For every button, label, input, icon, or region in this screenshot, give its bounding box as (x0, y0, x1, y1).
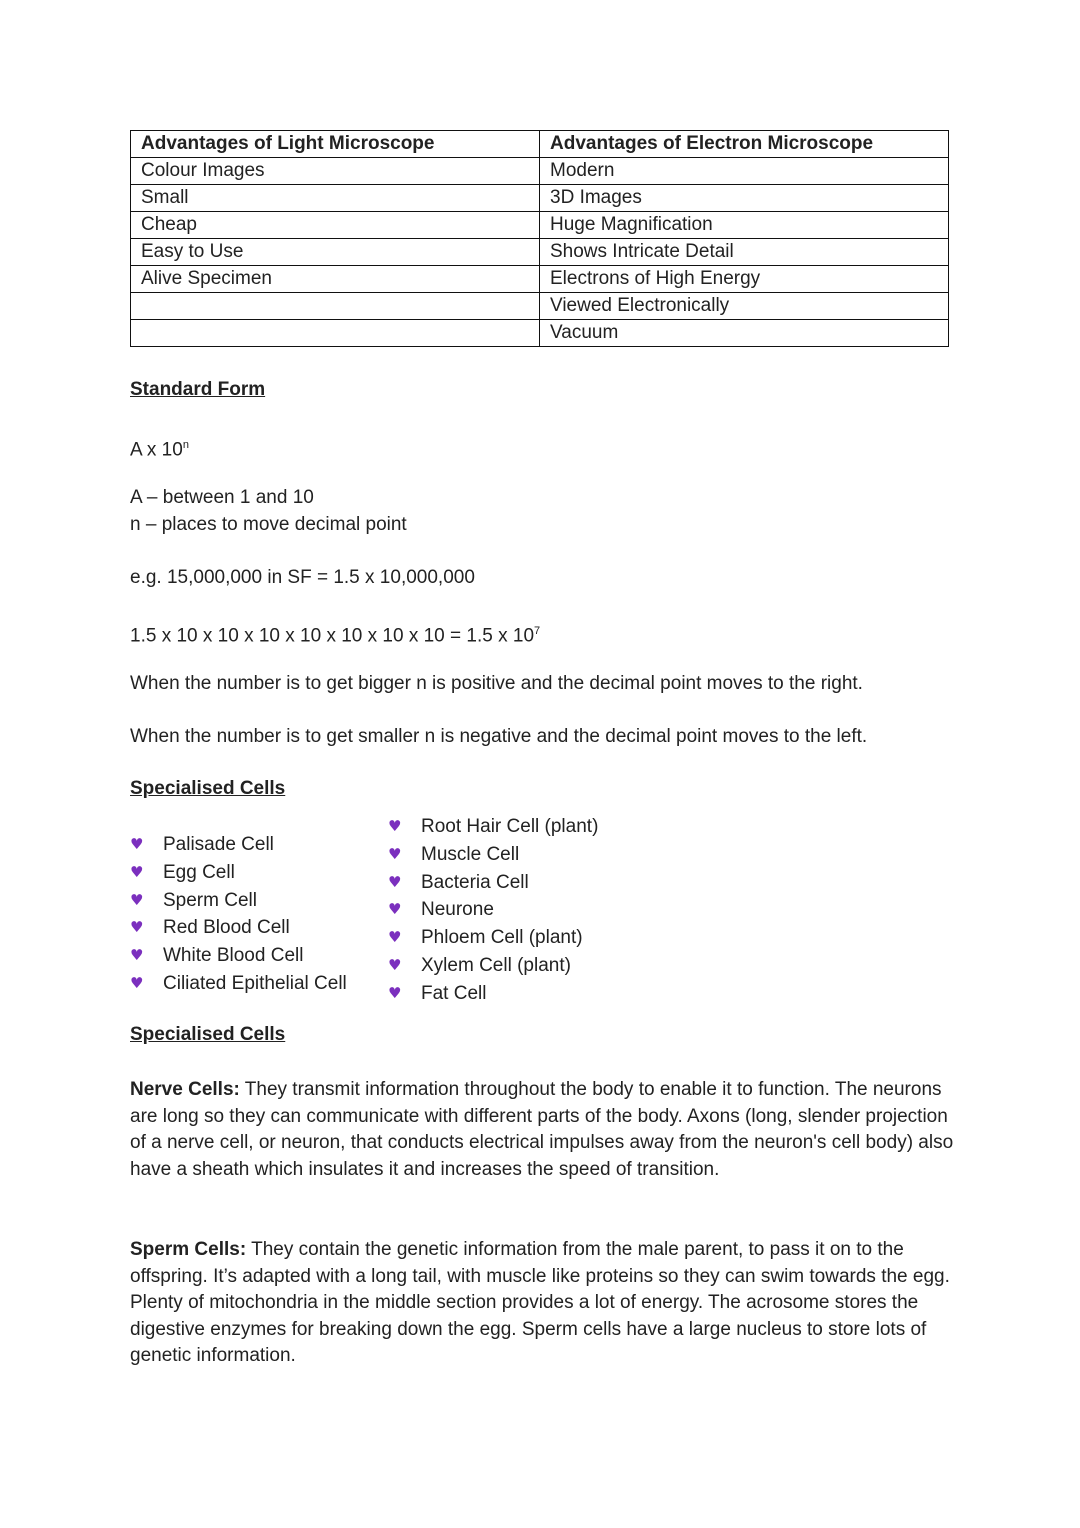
light-cell: Easy to Use (131, 239, 540, 266)
list-item: ♥ Palisade Cell (130, 831, 347, 859)
rule-bigger: When the number is to get bigger n is positive and the decimal point moves to the right. (130, 673, 863, 694)
table-row (131, 185, 949, 212)
heart-icon: ♥ (130, 835, 144, 853)
heart-icon: ♥ (130, 918, 144, 937)
light-cell: Alive Specimen (131, 266, 540, 293)
electron-cell: Viewed Electronically (540, 293, 949, 320)
light-cell: Colour Images (131, 158, 540, 185)
light-cell (131, 320, 540, 347)
formula-base: A x 10 (130, 439, 183, 461)
expansion-base: 1.5 x 10 x 10 x 10 x 10 x 10 x 10 x 10 = 1.5 x 10 (130, 625, 535, 647)
standard-form-expansion (130, 618, 540, 649)
list-item: ♥ White Blood Cell (130, 942, 347, 970)
list-item: ♥ Root Hair Cell (plant) (388, 813, 598, 841)
list-item: ♥ Egg Cell (130, 859, 347, 887)
nerve-cells-paragraph (130, 1077, 960, 1183)
specialised-cells-heading: Specialised Cells (130, 778, 286, 799)
electron-cell: Electrons of High Energy (540, 266, 949, 293)
microscope-advantages-table (130, 130, 949, 347)
light-cell: Cheap (131, 212, 540, 239)
heart-icon: ♥ (388, 928, 402, 947)
heart-icon: ♥ (130, 973, 144, 992)
heart-icon: ♥ (388, 955, 402, 974)
heart-icon: ♥ (388, 872, 402, 891)
heart-icon: ♥ (388, 817, 402, 835)
electron-cell: Huge Magnification (540, 212, 949, 239)
rule-smaller: When the number is to get smaller n is negative and the decimal point moves to the left. (130, 726, 868, 747)
table-row (131, 239, 949, 266)
formula-exponent: n (182, 439, 189, 451)
table-row (131, 293, 949, 320)
heart-icon: ♥ (130, 946, 144, 965)
table-row (131, 158, 949, 185)
heart-icon: ♥ (388, 983, 402, 1002)
list-item: ♥ Ciliated Epithelial Cell (130, 970, 347, 998)
heart-icon: ♥ (130, 890, 144, 909)
standard-form-formula (130, 432, 189, 463)
light-cell (131, 293, 540, 320)
list-item: ♥ Xylem Cell (plant) (388, 952, 598, 980)
list-item: ♥ Sperm Cell (130, 887, 347, 915)
list-item: ♥ Phloem Cell (plant) (388, 924, 598, 952)
definition-a: A – between 1 and 10 (130, 487, 314, 508)
light-header: Advantages of Light Microscope (131, 131, 540, 158)
standard-form-example: e.g. 15,000,000 in SF = 1.5 x 10,000,000 (130, 567, 475, 588)
heart-icon: ♥ (130, 862, 144, 881)
nerve-cells-label: Nerve Cells: (130, 1079, 240, 1100)
electron-header: Advantages of Electron Microscope (540, 131, 949, 158)
cell-list-left (130, 831, 347, 998)
definition-n: n – places to move decimal point (130, 514, 407, 535)
heart-icon: ♥ (388, 844, 402, 863)
electron-cell: Modern (540, 158, 949, 185)
table-row (131, 212, 949, 239)
expansion-exponent: 7 (534, 625, 541, 637)
list-item: ♥ Bacteria Cell (388, 869, 598, 897)
sperm-cells-label: Sperm Cells: (130, 1239, 247, 1260)
list-item: ♥ Red Blood Cell (130, 914, 347, 942)
table-row (131, 320, 949, 347)
standard-form-heading: Standard Form (130, 379, 266, 400)
cell-list-right (388, 813, 598, 1008)
electron-cell: Vacuum (540, 320, 949, 347)
sperm-cells-text: They contain the genetic information from the male parent, to pass it on to the offspring. It’s adapted with a long tail, with muscle like proteins so they can swim towards the egg. Plenty of mitochondria in the middle section provides a lot of energy. The acrosome stores the digestive enzymes for breaking down the egg. Sperm cells have a large nucleus to store lots of genetic information. (130, 1239, 950, 1366)
table-header-row (131, 131, 949, 158)
sperm-cells-paragraph (130, 1237, 960, 1370)
list-item: ♥ Fat Cell (388, 980, 598, 1008)
electron-cell: Shows Intricate Detail (540, 239, 949, 266)
heart-icon: ♥ (388, 900, 402, 919)
light-cell: Small (131, 185, 540, 212)
list-item: ♥ Muscle Cell (388, 841, 598, 869)
list-item: ♥ Neurone (388, 896, 598, 924)
nerve-cells-text: They transmit information throughout the body to enable it to function. The neurons are long so they can communicate with different parts of the body. Axons (long, slender projection of a nerve cell, or neuron, that conducts electrical impulses away from the neuron's cell body) also have a sheath which insulates it and increases the speed of transition. (130, 1079, 954, 1180)
specialised-cells-detail-heading: Specialised Cells (130, 1024, 286, 1045)
table-row (131, 266, 949, 293)
electron-cell: 3D Images (540, 185, 949, 212)
